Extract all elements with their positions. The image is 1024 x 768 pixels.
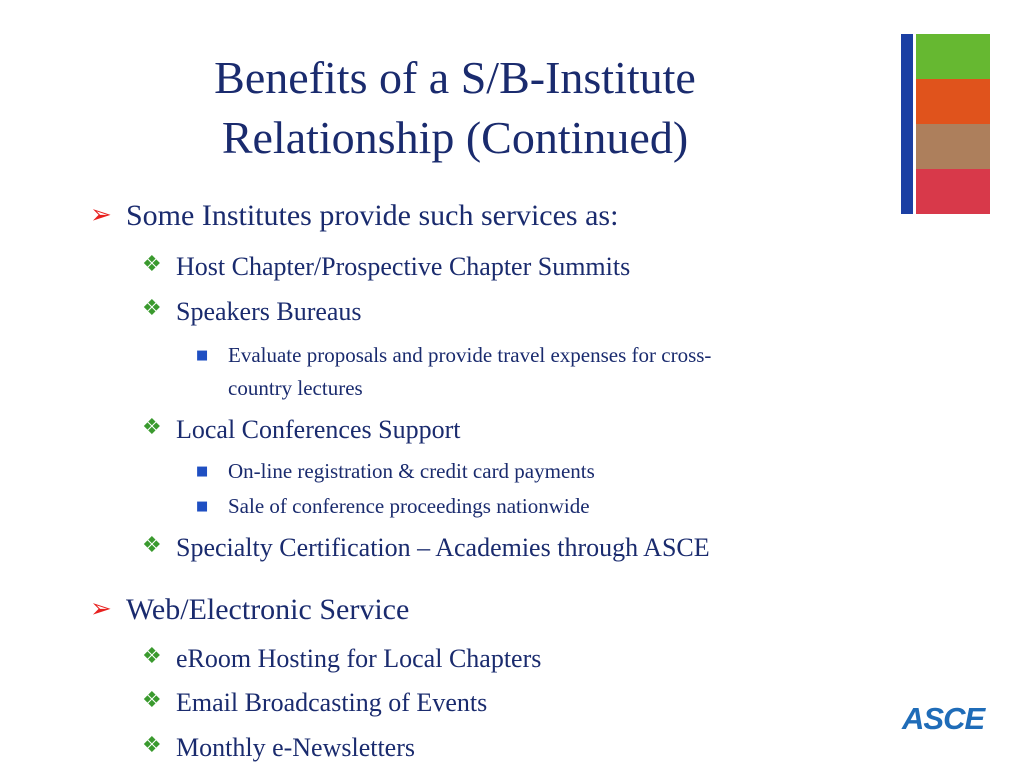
sub-list-item: Evaluate proposals and provide travel expenses for cross-: [228, 343, 712, 367]
diamond-bullet-icon: ❖: [142, 733, 162, 758]
diamond-bullet-icon: ❖: [142, 644, 162, 669]
square-bullet-icon: ■: [196, 499, 209, 514]
diamond-bullet-icon: ❖: [142, 533, 162, 558]
arrow-bullet-icon: ➢: [90, 594, 112, 623]
list-item: Speakers Bureaus: [176, 297, 362, 326]
asce-logo: ASCE: [902, 701, 985, 736]
sub-list-item-continued: country lectures: [228, 376, 363, 400]
title-line-2: Relationship (Continued): [221, 112, 689, 163]
square-bullet-icon: ■: [196, 464, 209, 479]
arrow-bullet-icon: ➢: [90, 200, 112, 229]
sub-list-item: On-line registration & credit card payments: [228, 459, 595, 483]
diamond-bullet-icon: ❖: [142, 252, 162, 277]
diamond-bullet-icon: ❖: [142, 688, 162, 713]
list-item: Email Broadcasting of Events: [176, 688, 488, 717]
sub-list-item: Sale of conference proceedings nationwide: [228, 494, 590, 518]
diamond-bullet-icon: ❖: [142, 296, 162, 321]
list-item: Monthly e-Newsletters: [176, 733, 416, 762]
section-heading: Web/Electronic Service: [126, 593, 410, 626]
list-item: Host Chapter/Prospective Chapter Summits: [176, 252, 631, 281]
list-item: eRoom Hosting for Local Chapters: [176, 644, 542, 673]
section-heading: Some Institutes provide such services as:: [126, 199, 619, 232]
diamond-bullet-icon: ❖: [142, 415, 162, 440]
title-line-1: Benefits of a S/B-Institute: [214, 52, 696, 103]
square-bullet-icon: ■: [196, 348, 209, 363]
list-item: Local Conferences Support: [176, 415, 461, 444]
list-item: Specialty Certification – Academies through ASCE: [176, 533, 710, 562]
